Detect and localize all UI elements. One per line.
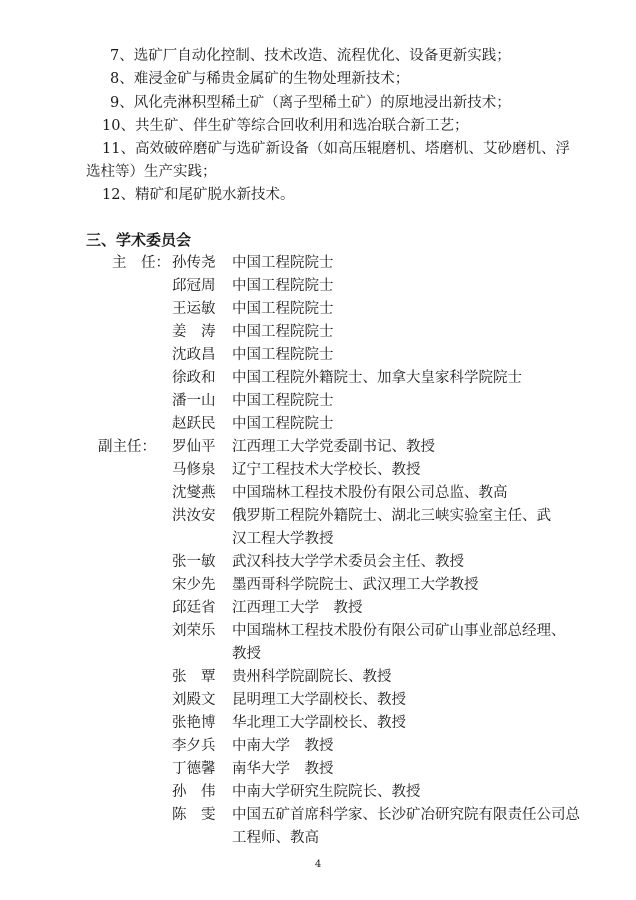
- member-title: 中国工程院院士: [232, 393, 334, 409]
- member-name: 张 覃: [172, 669, 216, 685]
- member-title: 中国工程院院士: [232, 255, 334, 271]
- member-name: 徐政和: [172, 370, 216, 386]
- member-title: 辽宁工程技术大学校长、教授: [232, 462, 421, 478]
- member-name: 张艳博: [172, 715, 216, 731]
- member-title: 武汉科技大学学术委员会主任、教授: [232, 554, 464, 570]
- member-title: 江西理工大学党委副书记、教授: [232, 439, 435, 455]
- member-title: 中国工程院院士: [232, 301, 334, 317]
- list-item: 9、风化壳淋积型稀土矿（离子型稀土矿）的原地浸出新技术；: [110, 95, 511, 111]
- member-name: 马修泉: [172, 462, 216, 478]
- member-title: 中国工程院院士: [232, 278, 334, 294]
- list-item: 12、精矿和尾矿脱水新技术。: [102, 187, 295, 203]
- member-name: 刘荣乐: [172, 623, 216, 639]
- member-title: 墨西哥科学院院士、武汉理工大学教授: [232, 577, 479, 593]
- member-title: 南华大学 教授: [232, 761, 334, 777]
- member-name: 孙 伟: [172, 784, 216, 800]
- member-name: 赵跃民: [172, 416, 216, 432]
- member-name: 洪汝安: [172, 508, 216, 524]
- member-name: 姜 涛: [172, 324, 216, 340]
- member-name: 沈政昌: [172, 347, 216, 363]
- member-name: 邱冠周: [172, 278, 216, 294]
- member-title: 中国工程院院士: [232, 324, 334, 340]
- member-name: 王运敏: [172, 301, 216, 317]
- member-title: 中南大学研究生院院长、教授: [232, 784, 421, 800]
- list-item: 10、共生矿、伴生矿等综合回收利用和选冶联合新工艺；: [102, 118, 469, 134]
- member-title: 中国工程院院士: [232, 416, 334, 432]
- member-title: 中国工程院外籍院士、加拿大皇家科学院院士: [232, 370, 522, 386]
- member-title: 贵州科学院副院长、教授: [232, 669, 392, 685]
- member-title: 华北理工大学副校长、教授: [232, 715, 406, 731]
- member-name: 丁德馨: [172, 761, 216, 777]
- member-name: 沈燮燕: [172, 485, 216, 501]
- member-title: 江西理工大学 教授: [232, 600, 363, 616]
- member-name: 陈 雯: [172, 807, 216, 823]
- member-title: 中南大学 教授: [232, 738, 334, 754]
- member-name: 宋少先: [172, 577, 216, 593]
- member-title: 中国瑞林工程技术股份有限公司总监、教高: [232, 485, 508, 501]
- chair-role-label: 主 任：: [112, 255, 170, 271]
- vice-chair-role-label: 副主任：: [98, 439, 156, 455]
- member-title: 中国五矿首席科学家、长沙矿冶研究院有限责任公司总工程师、教高: [232, 807, 580, 846]
- member-title: 中国瑞林工程技术股份有限公司矿山事业部总经理、教授: [232, 623, 566, 662]
- list-item-continuation: 选柱等）生产实践；: [86, 164, 217, 180]
- member-name: 张一敏: [172, 554, 216, 570]
- member-title: 俄罗斯工程院外籍院士、湖北三峡实验室主任、武汉工程大学教授: [232, 508, 551, 547]
- member-title: 昆明理工大学副校长、教授: [232, 692, 406, 708]
- member-name: 潘一山: [172, 393, 216, 409]
- member-name: 邱廷省: [172, 600, 216, 616]
- section-heading: 三、学术委员会: [86, 231, 192, 249]
- list-item: 7、选矿厂自动化控制、技术改造、流程优化、设备更新实践；: [110, 48, 511, 64]
- list-item: 8、难浸金矿与稀贵金属矿的生物处理新技术；: [110, 71, 410, 87]
- member-name: 刘殿文: [172, 692, 216, 708]
- list-item: 11、高效破碎磨矿与选矿新设备（如高压辊磨机、塔磨机、艾砂磨机、浮: [102, 141, 570, 157]
- member-name: 李夕兵: [172, 738, 216, 754]
- member-title: 中国工程院院士: [232, 347, 334, 363]
- member-name: 孙传尧: [172, 255, 216, 271]
- member-name: 罗仙平: [172, 439, 216, 455]
- page-number: 4: [314, 859, 322, 870]
